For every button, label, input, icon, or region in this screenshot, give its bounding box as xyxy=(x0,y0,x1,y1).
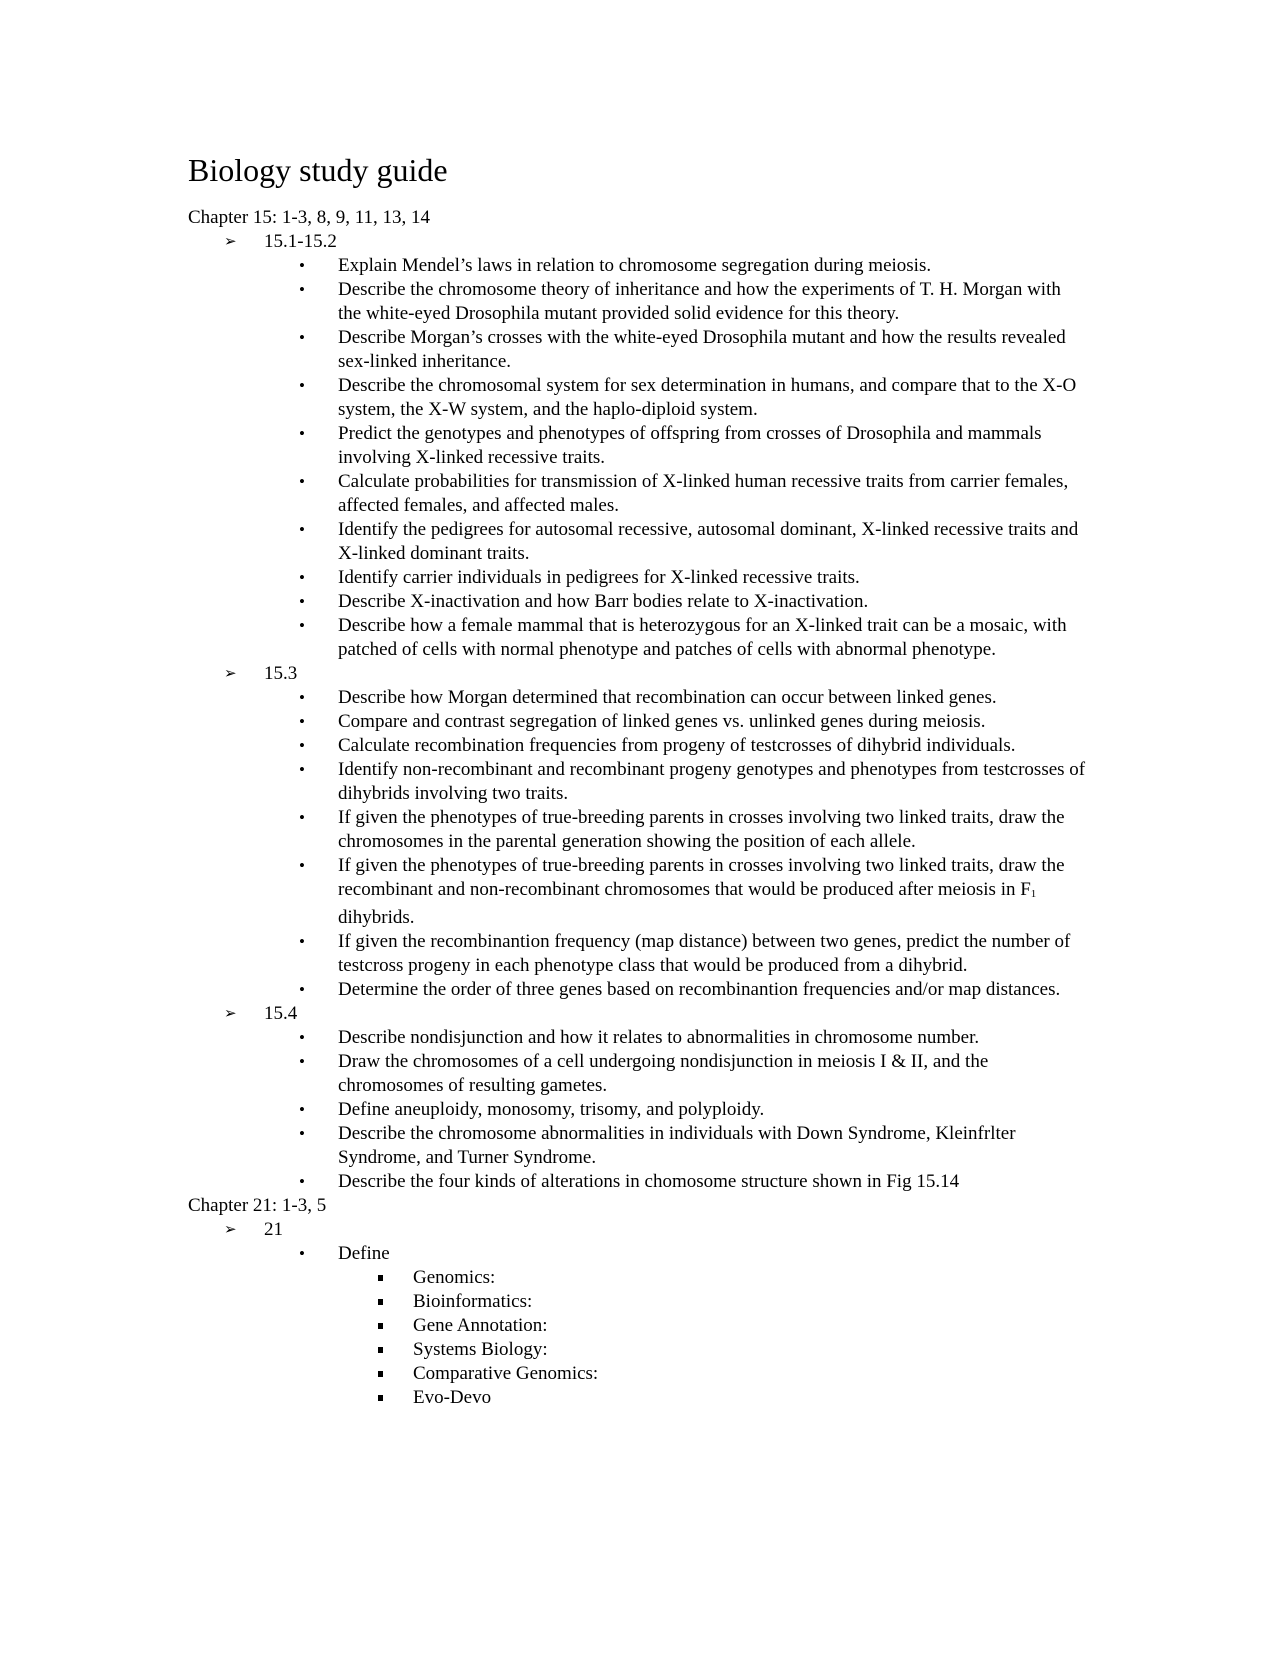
section-heading xyxy=(188,230,1088,254)
definition-list xyxy=(188,1266,1088,1410)
bullet-icon: • xyxy=(299,736,305,755)
list-item: • If given the phenotypes of true-breeding parents in crosses involving two linked traits, draw the chromosomes in the parental generation showing the position of each allele. xyxy=(299,807,1065,852)
arrow-bullet-icon: ➢ xyxy=(224,1222,237,1238)
objective-list xyxy=(188,1026,1088,1194)
section-label: 15.4 xyxy=(264,1003,298,1024)
section-label: 15.3 xyxy=(264,663,298,684)
chapter-heading: Chapter 21: 1-3, 5 xyxy=(188,1195,327,1216)
bullet-icon: • xyxy=(299,424,305,443)
objective-list xyxy=(188,686,1088,1002)
list-item: • Describe nondisjunction and how it relates to abnormalities in chromosome number. xyxy=(299,1027,980,1048)
bullet-icon: • xyxy=(299,328,305,347)
bullet-icon: • xyxy=(299,280,305,299)
bullet-icon: • xyxy=(299,1244,305,1263)
bullet-icon: • xyxy=(299,688,305,707)
bullet-icon: • xyxy=(299,980,305,999)
page-title: Biology study guide xyxy=(188,152,448,188)
list-item: • If given the phenotypes of true-breeding parents in crosses involving two linked traits, draw the recombinant and non-recombinant chromosomes that would be produced after meiosis in $F_1$ dihybrids. xyxy=(299,855,1065,928)
bullet-icon: • xyxy=(299,856,305,875)
list-item: • Calculate recombination frequencies from progeny of testcrosses of dihybrid individuals. xyxy=(299,735,1016,756)
bullet-icon: • xyxy=(299,1172,305,1191)
objective-list xyxy=(188,254,1088,662)
list-item: • Explain Mendel’s laws in relation to chromosome segregation during meiosis. xyxy=(299,255,932,276)
list-item: • If given the recombinantion frequency (map distance) between two genes, predict the number of testcross progeny in each phenotype class that would be produced from a dihybrid. xyxy=(299,931,1071,976)
definition-item: Gene Annotation: xyxy=(188,1314,1088,1338)
list-item: • Describe X-inactivation and how Barr bodies relate to X-inactivation. xyxy=(299,591,869,612)
square-bullet-icon xyxy=(378,1347,383,1353)
list-item: • Describe the chromosomal system for sex determination in humans, and compare that to the X-O system, the X-W system, and the haplo-diploid system. xyxy=(299,375,1077,420)
bullet-icon: • xyxy=(299,1052,305,1071)
list-item: • Draw the chromosomes of a cell undergoing nondisjunction in meiosis I & II, and the chromosomes of resulting gametes. xyxy=(299,1051,989,1096)
bullet-icon: • xyxy=(299,472,305,491)
definition-item: Comparative Genomics: xyxy=(188,1362,1088,1386)
square-bullet-icon xyxy=(378,1299,383,1305)
section-label: 21 xyxy=(264,1219,283,1240)
list-item: • Identify carrier individuals in pedigrees for X-linked recessive traits. xyxy=(299,567,860,588)
arrow-bullet-icon: ➢ xyxy=(224,234,237,250)
square-bullet-icon xyxy=(378,1323,383,1329)
definition-item: Bioinformatics: xyxy=(188,1290,1088,1314)
list-item: • Calculate probabilities for transmission of X-linked human recessive traits from carrier females, affected females, and affected males. xyxy=(299,471,1069,516)
bullet-icon: • xyxy=(299,1028,305,1047)
section-label: 15.1-15.2 xyxy=(264,231,337,252)
chapter-21 xyxy=(188,1194,1088,1410)
list-item: • Predict the genotypes and phenotypes of offspring from crosses of Drosophila and mammals involving X-linked recessive traits. xyxy=(299,423,1042,468)
definition-item: Systems Biology: xyxy=(188,1338,1088,1362)
bullet-icon: • xyxy=(299,520,305,539)
section-heading xyxy=(188,1002,1088,1026)
list-item: • Define aneuploidy, monosomy, trisomy, and polyploidy. xyxy=(299,1099,765,1120)
list-item: • Describe Morgan’s crosses with the white-eyed Drosophila mutant and how the results revealed sex-linked inheritance. xyxy=(299,327,1066,372)
bullet-icon: • xyxy=(299,932,305,951)
bullet-icon: • xyxy=(299,760,305,779)
bullet-icon: • xyxy=(299,592,305,611)
list-item: • Describe how Morgan determined that recombination can occur between linked genes. xyxy=(299,687,997,708)
list-item: • Compare and contrast segregation of linked genes vs. unlinked genes during meiosis. xyxy=(299,711,986,732)
square-bullet-icon xyxy=(378,1395,383,1401)
list-item: • Identify non-recombinant and recombinant progeny genotypes and phenotypes from testcrosses of dihybrids involving two traits. xyxy=(299,759,1086,804)
chapter-15 xyxy=(188,206,1088,1194)
arrow-bullet-icon: ➢ xyxy=(224,666,237,682)
document-page xyxy=(188,148,1088,1410)
square-bullet-icon xyxy=(378,1371,383,1377)
section-heading xyxy=(188,1218,1088,1242)
chapter-heading: Chapter 15: 1-3, 8, 9, 11, 13, 14 xyxy=(188,207,431,228)
list-item: • Describe the chromosome theory of inheritance and how the experiments of T. H. Morgan with the white-eyed Drosophila mutant provided solid evidence for this theory. xyxy=(299,279,1061,324)
bullet-icon: • xyxy=(299,256,305,275)
definition-item: Genomics: xyxy=(188,1266,1088,1290)
bullet-icon: • xyxy=(299,568,305,587)
bullet-icon: • xyxy=(299,1100,305,1119)
bullet-icon: • xyxy=(299,616,305,635)
list-item: • Describe the chromosome abnormalities in individuals with Down Syndrome, Kleinfrlter Syndrome, and Turner Syndrome. xyxy=(299,1123,1016,1168)
list-item: • Describe the four kinds of alterations in chomosome structure shown in Fig 15.14 xyxy=(299,1171,960,1192)
list-item: • Define xyxy=(299,1243,390,1264)
bullet-icon: • xyxy=(299,808,305,827)
square-bullet-icon xyxy=(378,1275,383,1281)
bullet-icon: • xyxy=(299,376,305,395)
list-item: • Describe how a female mammal that is heterozygous for an X-linked trait can be a mosaic, with patched of cells with normal phenotype and patches of cells with abnormal phenotype. xyxy=(299,615,1067,660)
bullet-icon: • xyxy=(299,1124,305,1143)
list-item: • Identify the pedigrees for autosomal recessive, autosomal dominant, X-linked recessive traits and X-linked dominant traits. xyxy=(299,519,1079,564)
definition-item: Evo-Devo xyxy=(188,1386,1088,1410)
list-item: • Determine the order of three genes based on recombinantion frequencies and/or map distances. xyxy=(299,979,1061,1000)
subscript: 1 xyxy=(1030,888,1037,900)
bullet-icon: • xyxy=(299,712,305,731)
objective-list xyxy=(188,1242,1088,1266)
section-heading xyxy=(188,662,1088,686)
arrow-bullet-icon: ➢ xyxy=(224,1006,237,1022)
